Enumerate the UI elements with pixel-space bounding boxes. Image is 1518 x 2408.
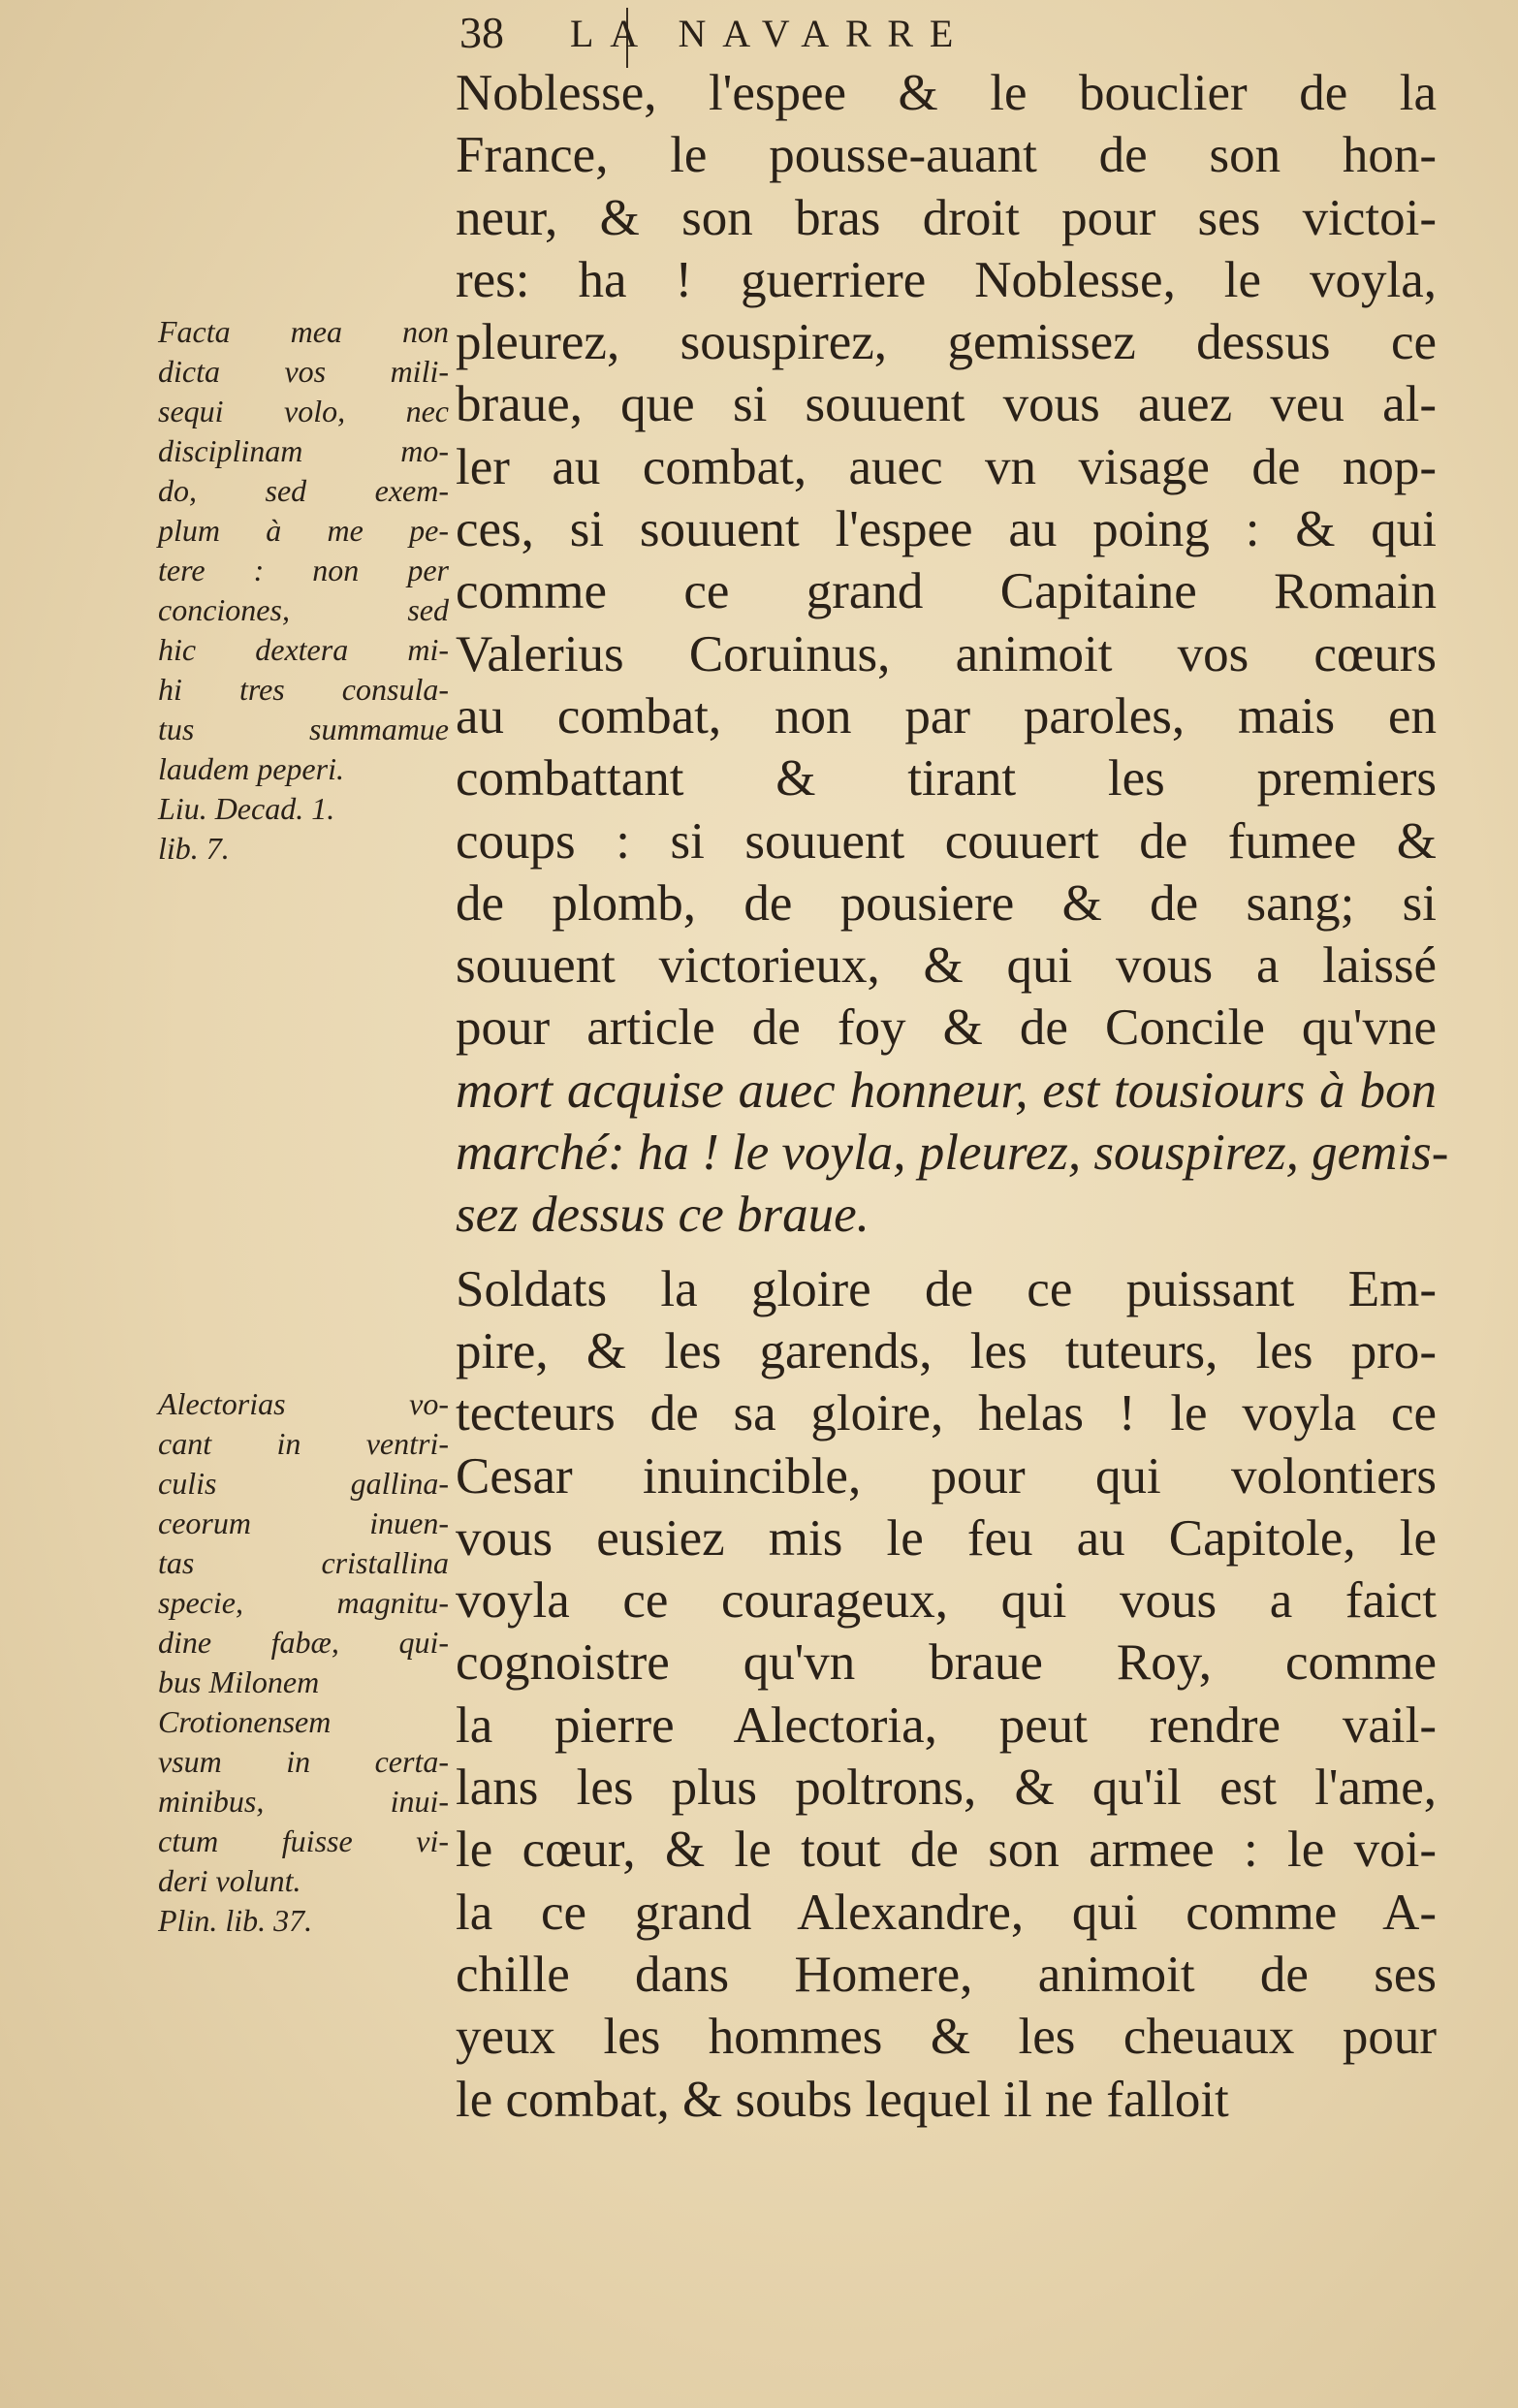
text-line: la ce grand Alexandre, qui comme A- [456, 1884, 1437, 1941]
text-line: le cœur, & le tout de son armee : le voi- [456, 1822, 1437, 1879]
text-line: combattant & tirant les premiers [456, 750, 1437, 808]
italic-text-line: sez dessus ce braue. [456, 1187, 870, 1244]
margin-line: lib. 7. [158, 831, 230, 866]
text-line: souuent victorieux, & qui vous a laissé [456, 937, 1437, 995]
text-line: au combat, non par paroles, mais en [456, 687, 1437, 745]
page-number: 38 [459, 8, 504, 57]
margin-line: Alectorias vo- [158, 1386, 449, 1421]
margin-line: ctum fuisse vi- [158, 1823, 449, 1858]
text-line: chille dans Homere, animoit de ses [456, 1946, 1437, 2003]
margin-line: specie, magnitu- [158, 1585, 449, 1620]
margin-line: sequi volo, nec [158, 394, 449, 428]
text-line: Cesar inuincible, pour qui volontiers [456, 1447, 1437, 1505]
margin-line: Plin. lib. 37. [158, 1903, 313, 1938]
margin-line: cant in ventri- [158, 1426, 449, 1461]
text-line: Soldats la gloire de ce puissant Em- [456, 1260, 1437, 1317]
italic-text-line: mort acquise auec honneur, est tousiours à bon [456, 1061, 1437, 1119]
margin-line: deri volunt. [158, 1863, 301, 1898]
margin-line: bus Milonem [158, 1664, 320, 1699]
text-line: neur, & son bras droit pour ses victoi- [456, 189, 1437, 246]
margin-note-pliny [158, 1384, 449, 1941]
text-line: pour article de foy & de Concile qu'vne [456, 999, 1437, 1057]
text-line: vous eusiez mis le feu au Capitole, le [456, 1509, 1437, 1567]
text-line: voyla ce courageux, qui vous a faict [456, 1572, 1437, 1630]
margin-line: plum à me pe- [158, 513, 449, 548]
text-line: coups : si souuent couuert de fumee & [456, 812, 1437, 870]
text-line: de plomb, de pousiere & de sang; si [456, 874, 1437, 932]
text-line: comme ce grand Capitaine Romain [456, 563, 1437, 620]
margin-line: culis gallina- [158, 1466, 449, 1501]
margin-line: vsum in certa- [158, 1744, 449, 1779]
margin-line: do, sed exem- [158, 473, 449, 508]
italic-text-line: marché: ha ! le voyla, pleurez, souspirez, gemis- [456, 1125, 1449, 1182]
text-line: yeux les hommes & les cheuaux pour [456, 2009, 1437, 2066]
text-line: France, le pousse-auant de son hon- [456, 127, 1437, 184]
margin-line: tas cristallina [158, 1545, 449, 1580]
margin-note-livy [158, 312, 449, 869]
text-line: ces, si souuent l'espee au poing : & qui [456, 501, 1437, 558]
margin-line: ceorum inuen- [158, 1505, 449, 1540]
text-line: la pierre Alectoria, peut rendre vail- [456, 1696, 1437, 1754]
text-line: pleurez, souspirez, gemissez dessus ce [456, 314, 1437, 371]
margin-line: hi tres consula- [158, 672, 449, 707]
text-line: lans les plus poltrons, & qu'il est l'ame, [456, 1759, 1437, 1817]
margin-line: Crotionensem [158, 1704, 332, 1739]
text-line: Noblesse, l'espee & le bouclier de la [456, 65, 1437, 121]
margin-line: tere : non per [158, 553, 449, 587]
text-line: le combat, & soubs lequel il ne falloit [456, 2071, 1229, 2128]
text-line: cognoistre qu'vn braue Roy, comme [456, 1634, 1437, 1692]
text-line: tecteurs de sa gloire, helas ! le voyla ce [456, 1385, 1437, 1442]
margin-line: minibus, inui- [158, 1784, 449, 1819]
text-line: braue, que si souuent vous auez veu al- [456, 376, 1437, 433]
text-line: Valerius Coruinus, animoit vos cœurs [456, 625, 1437, 682]
margin-line: laudem peperi. [158, 751, 344, 786]
page-header [456, 4, 1425, 62]
margin-line: dicta vos mili- [158, 354, 449, 389]
text-line: pire, & les garends, les tuteurs, les pro- [456, 1322, 1437, 1379]
margin-line: Liu. Decad. 1. [158, 791, 335, 826]
margin-line: tus summamue [158, 712, 449, 746]
margin-line: conciones, sed [158, 592, 449, 627]
margin-line: dine fabæ, qui- [158, 1625, 449, 1660]
running-head: LA NAVARRE [570, 12, 970, 55]
main-text [456, 62, 1449, 2131]
margin-line: Facta mea non [158, 314, 449, 349]
margin-line: hic dextera mi- [158, 632, 449, 667]
paragraph-gap [456, 1247, 1437, 1258]
text-line: ler au combat, auec vn visage de nop- [456, 438, 1437, 495]
margin-line: disciplinam mo- [158, 433, 449, 468]
text-line: res: ha ! guerriere Noblesse, le voyla, [456, 251, 1437, 308]
